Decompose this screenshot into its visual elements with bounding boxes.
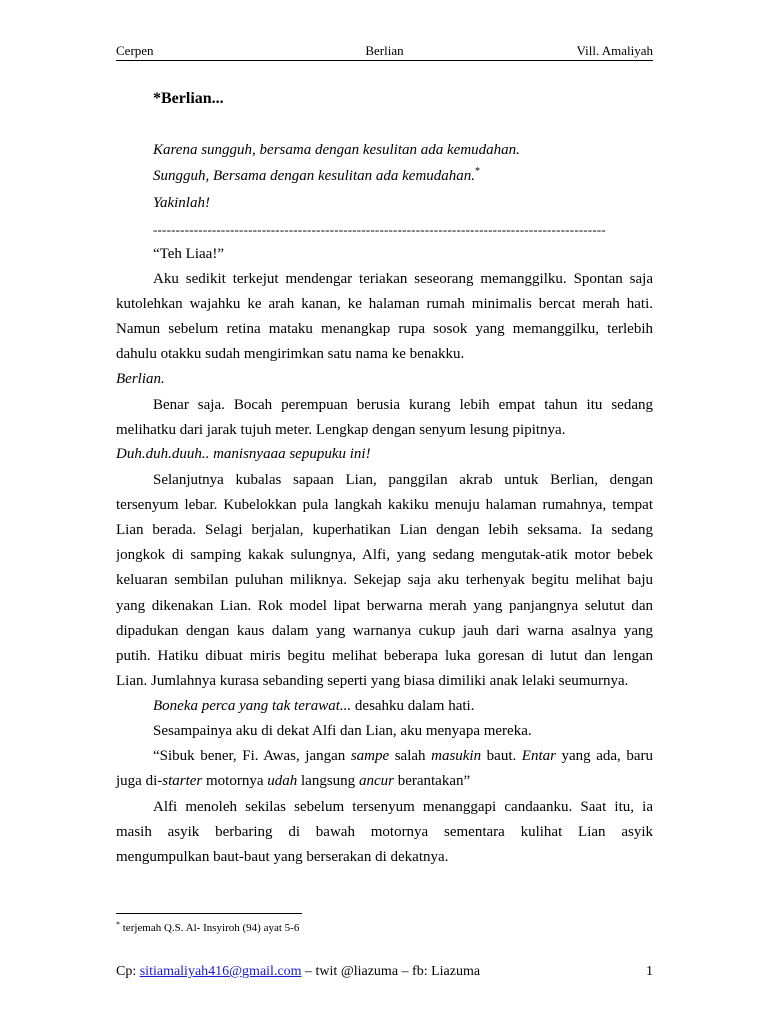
plain-text: salah bbox=[389, 748, 432, 764]
plain-text: berantakan” bbox=[393, 773, 471, 789]
paragraph-line: keluaran sembilan puluhan miliknya. Sekejap saja aku terhenyak begitu melihat baju bbox=[116, 572, 653, 588]
paragraph-line: kutolehkan wajahku ke arah kanan, ke halaman rumah minimalis bercat merah hati. bbox=[116, 296, 653, 312]
paragraph-line: tersenyum lebar. Kubelokkan pula langkah kakiku menuju halaman rumahnya, tempat bbox=[116, 497, 653, 513]
paragraph-line bbox=[116, 369, 653, 389]
page-header bbox=[116, 42, 653, 61]
paragraph-line: Namun sebelum retina mataku menangkap rupa sosok yang memanggilku, terlebih bbox=[116, 321, 653, 337]
italic-text: Boneka perca yang tak terawat... bbox=[153, 698, 352, 714]
footnote-text: terjemah Q.S. Al- Insyiroh (94) ayat 5-6 bbox=[120, 922, 300, 934]
paragraph-line: melihatku dari jarak tujuh meter. Lengkap dengan senyum lesung pipitnya. bbox=[116, 422, 566, 438]
footnote-mark: * bbox=[116, 920, 120, 929]
epigraph-line-1: Karena sungguh, bersama dengan kesulitan ada kemudahan. bbox=[153, 142, 520, 158]
footer-social: – twit @liazuma – fb: Liazuma bbox=[301, 964, 481, 979]
paragraph-line: Benar saja. Bocah perempuan berusia kurang lebih empat tahun itu sedang bbox=[153, 397, 653, 413]
paragraph-line bbox=[153, 696, 474, 716]
paragraph-line: masih asyik berbaring di bawah motornya sementara kulihat Lian asyik bbox=[116, 824, 653, 840]
paragraph-line: yang dikenakan Lian. Rok model lipat berwarna merah yang panjangnya selutut dan bbox=[116, 598, 653, 614]
italic-text: udah bbox=[267, 773, 298, 789]
plain-text: baut. bbox=[481, 748, 522, 764]
paragraph-line: “Teh Liaa!” bbox=[153, 246, 224, 262]
plain-text: yang ada, baru bbox=[555, 748, 653, 764]
epigraph-line bbox=[153, 166, 480, 186]
plain-text: langsung bbox=[297, 773, 359, 789]
plain-text: “Sibuk bener, Fi. Awas, jangan bbox=[153, 748, 351, 764]
epigraph-line bbox=[153, 140, 520, 160]
plain-text: juga di- bbox=[116, 773, 163, 789]
story-title: *Berlian... bbox=[153, 90, 224, 107]
footnote bbox=[116, 920, 299, 936]
header-right: Vill. Amaliyah bbox=[576, 43, 653, 58]
paragraph-line bbox=[116, 444, 653, 464]
paragraph-line: Lian. Jumlahnya kurasa sebanding seperti yang biasa dimiliki anak lelaki seumurnya. bbox=[116, 673, 629, 689]
header-center: Berlian bbox=[365, 43, 404, 58]
page-number: 1 bbox=[646, 964, 653, 979]
paragraph-line: Sesampainya aku di dekat Alfi dan Lian, aku menyapa mereka. bbox=[153, 723, 532, 739]
italic-text: Entar bbox=[521, 748, 556, 764]
footnote-marker: * bbox=[475, 166, 481, 177]
epigraph-line-2: Sungguh, Bersama dengan kesulitan ada kemudahan. bbox=[153, 168, 476, 184]
header-left: Cerpen bbox=[116, 43, 154, 58]
italic-text: Duh.duh.duuh.. manisnyaaa sepupuku ini! bbox=[116, 446, 371, 462]
italic-text: Berlian. bbox=[116, 371, 165, 387]
footer-prefix: Cp: bbox=[116, 964, 140, 979]
epigraph-line bbox=[153, 193, 210, 213]
italic-text: ancur bbox=[358, 773, 394, 789]
italic-text: masukin bbox=[431, 748, 482, 764]
section-divider: ---------------------------------------------------------------------------------------------------- bbox=[153, 222, 606, 237]
footnote-divider bbox=[116, 913, 302, 914]
paragraph-line: jongkok di samping kakak sulungnya, Alfi, yang sedang mengutak-atik motor bebek bbox=[116, 547, 653, 563]
plain-text: motornya bbox=[202, 773, 268, 789]
paragraph-line: Alfi menoleh sekilas sebelum tersenyum menanggapi candaanku. Saat itu, ia bbox=[153, 799, 653, 815]
paragraph-line: dipadukan dengan kaus dalam yang warnanya cukup jauh dari warna asalnya yang bbox=[116, 623, 653, 639]
paragraph-line: dahulu otakku sudah mengirimkan satu nama ke benakku. bbox=[116, 346, 465, 362]
epigraph-line-3: Yakinlah! bbox=[153, 195, 210, 211]
paragraph-line: Aku sedikit terkejut mendengar teriakan seseorang memanggilku. Spontan saja bbox=[153, 271, 653, 287]
paragraph-line bbox=[116, 771, 653, 791]
italic-text: sampe bbox=[350, 748, 390, 764]
italic-text: starter bbox=[162, 773, 203, 789]
paragraph-line: mengumpulkan baut-baut yang berserakan di dekatnya. bbox=[116, 849, 449, 865]
paragraph-line bbox=[153, 746, 653, 766]
email-link[interactable]: sitiamaliyah416@gmail.com bbox=[139, 964, 302, 979]
paragraph-line: Lian berada. Selagi berjalan, kuperhatikan Lian dengan lebih seksama. Ia sedang bbox=[116, 522, 653, 538]
page-footer bbox=[116, 962, 653, 982]
footer-contact bbox=[116, 962, 480, 982]
paragraph-line: Selanjutnya kubalas sapaan Lian, panggilan akrab untuk Berlian, dengan bbox=[153, 472, 653, 488]
plain-text: desahku dalam hati. bbox=[351, 698, 475, 714]
paragraph-line: putih. Hatiku dibuat miris begitu melihat beberapa luka goresan di lutut dan lengan bbox=[116, 648, 653, 664]
